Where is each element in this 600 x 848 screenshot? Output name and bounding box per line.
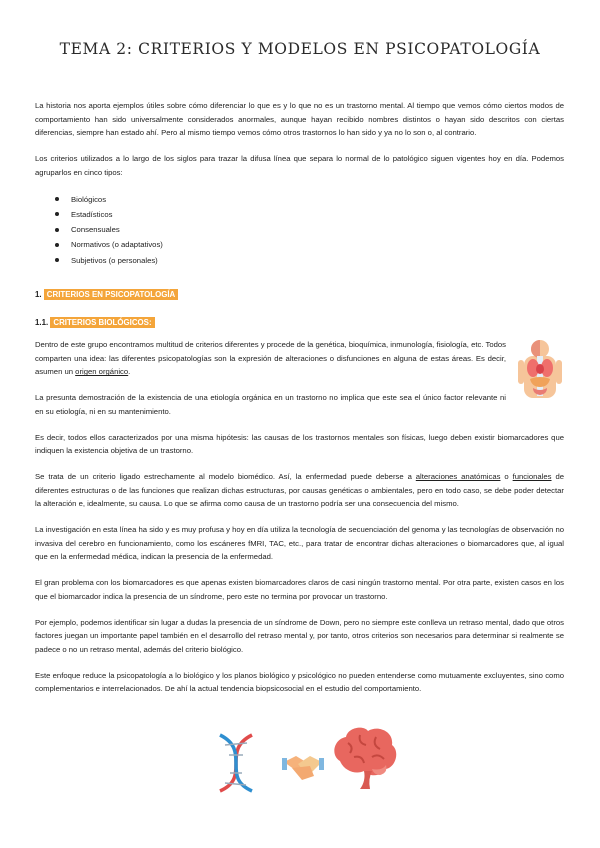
section-title: CRITERIOS BIOLÓGICOS: [50,317,154,328]
paragraph-etiology: La presunta demostración de la existencia de una etiología orgánica en un trastorno no implica que este sea el único factor relevante ni en su etiología, ni en su mantenimiento. [35,393,506,416]
criteria-list [35,192,564,268]
underlined-term: alteraciones anatómicas [415,471,501,481]
dna-icon [212,733,260,793]
section-number: 1. [35,290,42,299]
paragraph-biological-criteria: Dentro de este grupo encontramos multitud de criterios diferentes y procede de la genética, bioquímica, inmunología, fisiología, etc. Todos comparten una idea: las diferentes psicopatologías son la expresión de alteraciones o disfunciones en alguna de estas áreas. Es decir, asumen un origen orgánico. [35,340,506,377]
paragraph-biomarkers-problem: El gran problema con los biomarcadores es que apenas existen biomarcadores claros de casi ningún trastorno mental. Por otra parte, existen casos en los que el biomarcador indica la presencia de un síndrome, pero este no termina por provocar un trastorno. [35,578,564,601]
paragraph-down-syndrome: Por ejemplo, podemos identificar sin lugar a dudas la presencia de un síndrome de Down, pero no siempre este conlleva un retraso mental, dado que otros factores juegan un importante papel también en el desarrollo del retraso mental y, por tanto, otros criterios son necesarios para determinar si realmente se padece o no un retraso mental, además del criterio biológico. [35,617,564,654]
list-item: Estadísticos [35,207,564,222]
list-item: Consensuales [35,222,564,237]
page-title: TEMA 2: CRITERIOS Y MODELOS EN PSICOPATOLOGÍA [59,40,541,58]
section-heading-1-1 [35,316,564,330]
paragraph-biomedical-model: Se trata de un criterio ligado estrechamente al modelo biomédico. Así, la enfermedad puede deberse a alteraciones anatómicas o funcionales de diferentes estructuras o de las funciones que realizan dichas estructuras, por causas genéticas o ambientales, pero en todo caso, se debe poder detectar la alteración e, idealmente, su causa. Lo que se afirma como causa de un trastorno podría ser una consecuencia del mismo. [35,471,565,509]
list-item: Normativos (o adaptativos) [35,237,564,252]
section-heading-1 [35,288,564,302]
section-number: 1.1. [35,318,49,327]
handshake-icon [282,748,324,784]
paragraph-research: La investigación en esta línea ha sido y es muy profusa y hoy en día utiliza la tecnología de secuenciación del genoma y las tecnologías de observación no invasiva del cerebro en funcionamiento, como los escáneres fMRI, TAC, etc., para tratar de encontrar dichas alteraciones o biomarcadores que, al igual que en la enfermedad médica, indican la presencia de la enfermedad. [35,525,564,562]
underlined-term: origen orgánico [75,367,129,377]
section-title: CRITERIOS EN PSICOPATOLOGÍA [44,289,178,300]
list-item: Biológicos [35,192,564,207]
brain-icon [328,721,400,793]
intro-paragraph-2: Los criterios utilizados a lo largo de los siglos para trazar la difusa línea que separa lo normal de lo patológico siguen vigentes hoy en día. Podemos agruparlos en cinco tipos: [35,154,564,177]
underlined-term: funcionales [512,471,552,481]
paragraph-hypothesis: Es decir, todos ellos caracterizados por una misma hipótesis: las causas de los trastornos mentales son físicas, luego deben existir biomarcadores que indiquen la existencia objetiva de un trastorno. [35,432,564,456]
document-body [35,99,564,708]
paragraph-conclusion: Este enfoque reduce la psicopatología a lo biológico y los planos biológico y psicológico no pueden entenderse como mutuamente excluyentes, sino como complementarios e interrelacionados. De ahí la actual tendencia biopsicosocial en el estudio del comportamiento. [35,670,564,694]
intro-paragraph-1: La historia nos aporta ejemplos útiles sobre cómo diferenciar lo que es y lo que no es un trastorno mental. Al tiempo que vemos cómo ciertos modos de comportamiento han sido universalmente considerados anormales, aunque hayan recibido nombres distintos o hayan sido descritos con ciertas diferencias, siempre han estado ahí. Pero al mismo tiempo vemos cómo otros trastornos lo han sido y ya no lo son o, al contrario. [35,101,564,138]
anatomy-body-icon [516,338,564,398]
list-item: Subjetivos (o personales) [35,253,564,268]
